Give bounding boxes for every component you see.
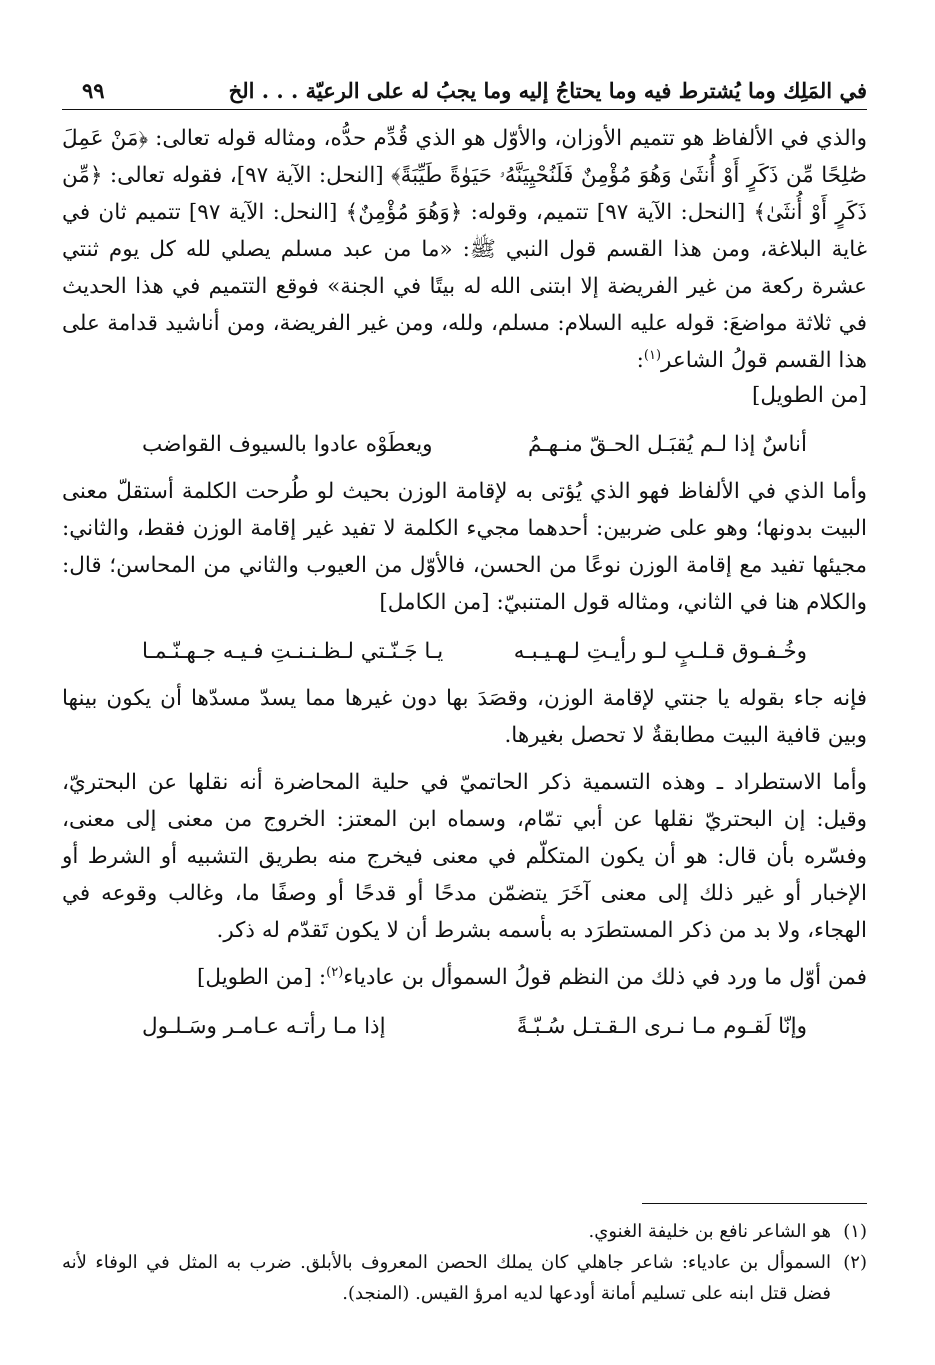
main-text xyxy=(62,120,867,1045)
footnote-number: (١) xyxy=(843,1221,867,1242)
paragraph-text: والذي في الألفاظ هو تتميم الأوزان، والأوّل هو الذي قُدِّم حدُّه، ومثاله قوله تعالى: ﴿مَنْ عَمِلَ صَٰلِحًا مِّن ذَكَرٍ أَوْ أُنثَىٰ وَهُوَ مُؤْمِنٌ فَلَنُحْيِيَنَّهُۥ حَيَوٰةً طَيِّبَةً﴾ [النحل: الآية ٩٧]، فقوله تعالى: ﴿مِّن ذَكَرٍ أَوْ أُنثَىٰ﴾ [النحل: الآية ٩٧] تتميم، وقوله: ﴿وَهُوَ مُؤْمِنٌ﴾ [النحل: الآية ٩٧] تتميم ثان في غاية البلاغة، ومن هذا القسم قول النبي ﷺ: «ما من عبد مسلم يصلي لله كل يوم ثنتي عشرة ركعة من غير الفريضة إلا ابتنى الله له بيتًا في الجنة» فوقع التتميم في هذا الحديث في ثلاثة مواضعَ: قوله عليه السلام: مسلم، ولله، ومن غير الفريضة، ومن أناشيد قدامة على هذا القسم قولُ الشاعر xyxy=(62,126,867,373)
footnote xyxy=(62,1216,867,1247)
footnote-text: السموأل بن عادياء: شاعر جاهلي كان يملك الحصن المعروف بالأبلق. ضرب به المثل في الوفاء لأنه فضل قتل ابنه على تسليم أمانة أودعها لديه امرؤ القيس. (المنجد). xyxy=(62,1252,831,1304)
footnote-ref-2[interactable]: (٢) xyxy=(326,964,344,980)
meter-label: [من الطويل] xyxy=(751,383,867,408)
book-page xyxy=(62,70,867,1340)
page-number: ٩٩ xyxy=(82,78,105,103)
paragraph-text-end: : xyxy=(636,348,644,373)
paragraph-text: فإنه جاء بقوله يا جنتي لإقامة الوزن، وقصَدَ بها دون غيرها مما يسدّ مسدّها أن يكون بينها وبين قافية البيت مطابقةٌ لا تحصل بغيرها. xyxy=(62,686,867,748)
running-title: في المَلِك وما يُشترط فيه وما يحتاجُ إليه وما يجبُ له على الرعيّة . . . الخ xyxy=(228,78,867,103)
paragraph-text: وأما الذي في الألفاظ فهو الذي يُؤتى به لإقامة الوزن بحيث لو طُرحت الكلمة أستقلّ معنى البيت بدونها؛ وهو على ضربين: أحدهما مجيء الكلمة لا تفيد غير إقامة الوزن فقط، والثاني: مجيئها تفيد مع إقامة الوزن نوعًا من الحسن، فالأوّل من العيوب والثاني من المحاسن؛ قال: والكلام هنا في الثاني، ومثاله قول المتنبيّ: xyxy=(62,479,867,615)
footnote-text: هو الشاعر نافع بن خليفة الغنوي. xyxy=(588,1221,831,1242)
paragraph-samawal xyxy=(62,959,867,996)
paragraph-weight xyxy=(62,473,867,621)
paragraph-text-end: : [من الطويل] xyxy=(197,965,327,990)
verse-line xyxy=(62,426,867,463)
verse-first-hemistich: أناسٌ إذا لـم يُقبَـل الحـقّ منـهـمُ xyxy=(528,432,807,457)
paragraph-text: فمن أوّل ما ورد في ذلك من النظم قولُ السموأل بن عادياء xyxy=(343,965,867,990)
verse-first-hemistich: وإنّا لَقـوم مـا نـرى الـقـتـل سُـبّـةً xyxy=(516,1014,807,1039)
verse-second-hemistich: يـا جَـنّـتي لـظـنـنـتِ فـيـه جـهـنّـمـا xyxy=(142,639,444,664)
verse-second-hemistich: ويعطَوْه عادوا بالسيوف القواضب xyxy=(142,432,433,457)
verse-second-hemistich: إذا مـا رأتـه عـامـر وسَـلـول xyxy=(142,1014,386,1039)
footnote-number: (٢) xyxy=(843,1252,867,1273)
paragraph-text: وأما الاستطراد ـ وهذه التسمية ذكر الحاتميّ في حلية المحاضرة أنه نقلها عن البحتريّ، وقيل: إن البحتريّ نقلها عن أبي تمّام، وسماه ابن المعتز: الخروج من معنى إلى معنى، وفسّره بأن قال: هو أن يكون المتكلّم في معنى فيخرج منه بطريق التشبيه أو الشرط أو الإخبار أو غير ذلك إلى معنى آخَرَ يتضمّن مدحًا أو قدحًا أو وصفًا ما، وغالب وقوعه في الهجاء، ولا بد من ذكر المستطرَد به بأسمه بشرط أن لا يكون تَقدّم له ذكر. xyxy=(62,770,867,943)
verse-first-hemistich: وخُـفـوق قـلـبٍ لـو رأيـتِ لـهـيـبـه xyxy=(513,639,807,664)
paragraph-istitrad xyxy=(62,764,867,949)
verse-line xyxy=(62,1008,867,1045)
running-head xyxy=(62,70,867,110)
paragraph-tatmim xyxy=(62,120,867,414)
footnote-divider xyxy=(642,1203,867,1204)
verse-line xyxy=(62,633,867,670)
paragraph-explanation xyxy=(62,680,867,754)
footnote xyxy=(62,1247,867,1309)
meter-label: [من الكامل] xyxy=(379,590,490,615)
footnote-ref-1[interactable]: (١) xyxy=(643,347,662,363)
footnotes xyxy=(62,1216,867,1309)
